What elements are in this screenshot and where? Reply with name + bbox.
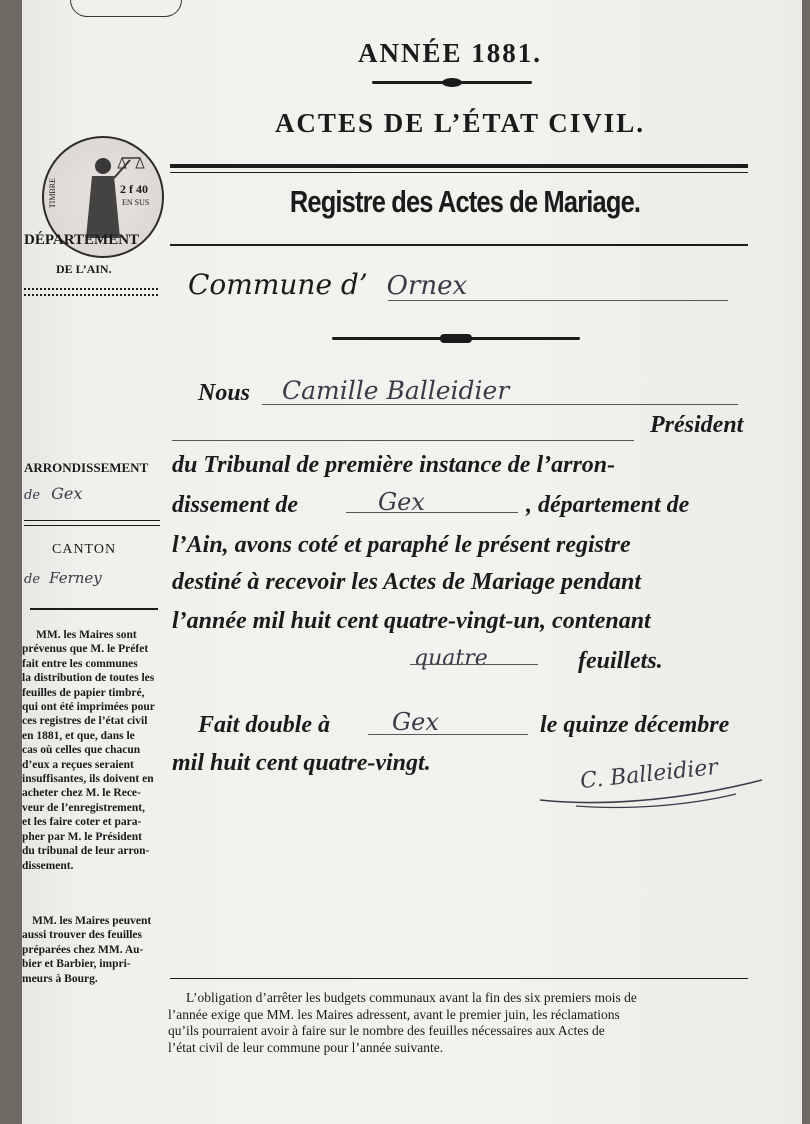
ornament-center-2: [440, 334, 472, 343]
stamp-value: 2 f 40: [120, 182, 148, 196]
stamp-text: TIMBRE: [48, 178, 57, 209]
declaration-line-2: dissement de: [172, 492, 298, 518]
commune-label: Commune d’: [188, 268, 368, 301]
declaration-dept: , département de: [526, 492, 690, 518]
note-line: feuilles de papier timbré,: [22, 686, 145, 699]
canton-label: CANTON: [52, 542, 117, 557]
arrondissement-label: ARRONDISSEMENT: [24, 460, 149, 475]
commune-line: [188, 268, 467, 301]
sidebar-note-timbre: [22, 628, 164, 873]
leaf-count-handwritten: quatre: [414, 646, 488, 671]
commune-value: Ornex: [386, 271, 468, 301]
canton-value: Ferney: [49, 569, 102, 587]
note-line: d’eux a reçues seraient: [22, 758, 134, 771]
note-line: la distribution de toutes les: [22, 672, 155, 685]
note-line: veur de l’enregistrement,: [22, 801, 145, 814]
note-line: aussi trouver des feuilles: [22, 929, 143, 942]
title-rule-thin: [170, 172, 748, 173]
arrondissement-rule: [24, 520, 160, 521]
note-line: pher par M. le Président: [22, 830, 142, 843]
fait-rule: [368, 734, 528, 735]
ornament-center: [442, 78, 462, 87]
sidebar-divider: [24, 288, 158, 296]
note-line: cas où celles que chacun: [22, 744, 141, 757]
note-line: préparées chez MM. Au-: [22, 943, 144, 956]
arrondissement-field: [24, 484, 160, 503]
president-name: Camille Balleidier: [282, 376, 510, 405]
stamp-sub: EN SUS: [122, 198, 150, 207]
nous-label: Nous: [198, 380, 251, 406]
arrondissement-rule-2: [24, 525, 160, 526]
departement-value: DE L’AIN.: [56, 262, 112, 276]
note-line: insuffisantes, ils doivent en: [22, 773, 154, 786]
top-stamp-edge: [70, 0, 182, 17]
fait-label: Fait double à: [198, 712, 331, 738]
feuillets-label: feuillets.: [578, 648, 663, 674]
note-line: meurs à Bourg.: [22, 972, 98, 985]
arrondissement-value: Gex: [51, 484, 83, 503]
footer-line: l’état civil de leur commune pour l’année suivante.: [168, 1039, 444, 1055]
name-rule: [262, 404, 738, 405]
note-line: en 1881, et que, dans le: [22, 729, 135, 742]
fait-date: le quinze décembre: [540, 712, 730, 738]
footer-notice: [168, 990, 758, 1056]
name-rule-2: [172, 440, 634, 441]
departement-label: DÉPARTEMENT: [24, 232, 140, 248]
arr-rule: [346, 512, 518, 513]
canton-prefix: de: [24, 572, 41, 587]
year-heading: ANNÉE 1881.: [357, 38, 542, 68]
section-title: ACTES DE L’ÉTAT CIVIL.: [274, 108, 646, 138]
president-role: Président: [650, 412, 744, 438]
register-title: Registre des Actes de Mariage.: [289, 184, 641, 219]
note-line: MM. les Maires peuvent: [32, 915, 152, 927]
arrondissement-handwritten: Gex: [378, 488, 425, 516]
sidebar-note-printers: [22, 914, 164, 986]
signature: C. Balleidier: [579, 754, 720, 795]
declaration-line-3: l’Ain, avons coté et paraphé le présent registre: [172, 532, 631, 558]
note-line: dissement.: [22, 859, 74, 872]
canton-rule: [30, 608, 158, 610]
note-line: prévenus que M. le Préfet: [22, 643, 149, 656]
title-rule-thick: [170, 164, 748, 168]
count-rule: [410, 664, 538, 665]
arrondissement-prefix: de: [24, 488, 41, 503]
fait-place-handwritten: Gex: [392, 708, 439, 736]
note-line: ces registres de l’état civil: [22, 715, 148, 728]
footer-line: l’année exige que MM. les Maires adressent, avant le premier juin, les réclamations: [168, 1006, 620, 1022]
declaration-line-5: l’année mil huit cent quatre-vingt-un, contenant: [172, 608, 651, 634]
register-rule: [170, 244, 748, 246]
canton-field: [24, 568, 160, 587]
note-line: bier et Barbier, impri-: [22, 958, 131, 971]
commune-rule: [388, 300, 728, 301]
footer-rule: [170, 978, 748, 979]
declaration-line-4: destiné à recevoir les Actes de Mariage pendant: [172, 569, 642, 595]
declaration-line-1: du Tribunal de première instance de l’arron-: [172, 452, 616, 478]
note-line: fait entre les communes: [22, 657, 138, 670]
footer-line: L’obligation d’arrêter les budgets communaux avant la fin des six premiers mois de: [186, 990, 637, 1005]
note-line: MM. les Maires sont: [36, 629, 137, 641]
signature-flourish: [536, 772, 766, 812]
footer-line: qu’ils pourraient avoir à faire sur le nombre des feuilles nécessaires aux Actes de: [168, 1023, 605, 1038]
fait-year: mil huit cent quatre-vingt.: [172, 750, 431, 776]
note-line: acheter chez M. le Rece-: [22, 787, 141, 800]
note-line: qui ont été imprimées pour: [22, 701, 155, 714]
note-line: du tribunal de leur arron-: [22, 845, 150, 858]
note-line: et les faire coter et para-: [22, 816, 142, 829]
